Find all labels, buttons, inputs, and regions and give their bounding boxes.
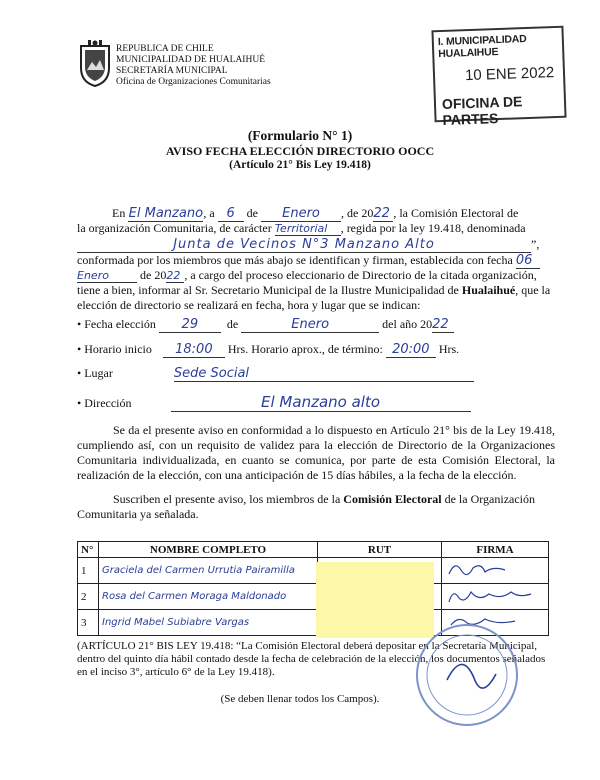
row-number: 3 <box>78 610 99 636</box>
col-name-header: NOMBRE COMPLETO <box>99 542 318 558</box>
row-number: 2 <box>78 584 99 610</box>
municipal-crest-logo <box>78 40 112 88</box>
signature-cell <box>442 558 549 584</box>
election-year-field[interactable]: 22 <box>432 317 454 333</box>
place-field[interactable]: El Manzano <box>128 206 204 221</box>
stamp-date: 10 ENE 2022 <box>464 64 555 85</box>
table-row <box>78 584 549 610</box>
col-number-header: N° <box>78 542 99 558</box>
footer-note: (Se deben llenar todos los Campos). <box>220 693 380 705</box>
member-name: Graciela del Carmen Urrutia Pairamilla <box>99 558 318 584</box>
established-day-field[interactable]: 06 <box>516 253 540 269</box>
election-day-field[interactable]: 29 <box>159 317 221 333</box>
location-row: • Lugar Sede Social <box>77 366 557 382</box>
table-header-row <box>78 542 549 558</box>
start-time-field[interactable]: 18:00 <box>163 342 225 358</box>
member-name: Ingrid Mabel Subiabre Vargas <box>99 610 318 636</box>
para1-line7: elección de directorio se realizará en fecha, hora y lugar que se indican: <box>77 298 421 312</box>
para1-line3: Junta de Vecinos N°3 Manzano Alto ”, <box>77 237 547 253</box>
address-label: Dirección <box>84 396 132 410</box>
signature-cell <box>442 584 549 610</box>
reception-stamp <box>431 26 566 128</box>
header-line: REPUBLICA DE CHILE <box>116 44 214 54</box>
month-field[interactable]: Enero <box>261 206 341 222</box>
year-field[interactable]: 22 <box>373 206 393 222</box>
para1-line5: Enero de 2022 , a cargo del proceso eleccionario de Directorio de la citada organización, <box>77 268 537 282</box>
col-rut-header: RUT <box>318 542 442 558</box>
header-line: Oficina de Organizaciones Comunitarias <box>116 77 271 87</box>
established-year-field[interactable]: 22 <box>166 269 184 283</box>
institution-header <box>116 44 271 88</box>
header-line: MUNICIPALIDAD DE HUALAIHUÉ <box>116 55 265 65</box>
table-row <box>78 558 549 584</box>
character-field[interactable]: Territorial <box>275 222 341 236</box>
stamp-municipality: I. MUNICIPALIDAD HUALAIHUE <box>437 33 527 61</box>
article-note: (ARTÍCULO 21° BIS LEY 19.418: “La Comisión Electoral deberá depositar en la Secretaría Municipal, dentro del quinto día hábil contado desde la fecha de celebración de la elección, los documentos señalados en el inciso 3°, artículo 6° de la Ley 19.418). <box>77 640 555 679</box>
signature-2-graphic <box>445 584 535 606</box>
start-time-label: Horario inicio <box>84 342 152 356</box>
header-line: SECRETARÍA MUNICIPAL <box>116 66 228 76</box>
location-field[interactable]: Sede Social <box>174 366 474 382</box>
signature-1-graphic <box>445 558 525 580</box>
para1-line1: En El Manzano, a 6 de Enero , de 2022 , la Comisión Electoral de <box>112 206 519 221</box>
validity-paragraph: Se da el presente aviso en conformidad a lo dispuesto en Artículo 21° bis de la Ley 19.418, cumpliendo así, con un requisito de validez para la elección de Directorio de la Organizaciones Comunitaria individualizada, en cuanto se comunica, por parte de esta Comisión Electoral, la realización de la elección, con una anticipación de 15 días hábiles, a la fecha de la elección. <box>77 423 555 482</box>
day-field[interactable]: 6 <box>218 206 244 222</box>
page-title: AVISO FECHA ELECCIÓN DIRECTORIO OOCC <box>165 144 435 158</box>
election-month-field[interactable]: Enero <box>241 317 379 333</box>
end-time-field[interactable]: 20:00 <box>386 342 436 358</box>
law-reference: (Artículo 21° Bis Ley 19.418) <box>229 159 371 171</box>
established-month-field[interactable]: Enero <box>77 269 137 283</box>
para1-line4: conformada por los miembros que más abajo se identifican y firman, establecida con fecha 06 <box>77 253 557 269</box>
location-label: Lugar <box>84 366 113 380</box>
organization-name-field[interactable]: Junta de Vecinos N°3 Manzano Alto <box>77 237 531 253</box>
commission-seal <box>412 620 522 730</box>
subscribe-paragraph: Suscriben el presente aviso, los miembros de la Comisión Electoral de la Organización Comunitaria ya señalada. <box>77 492 536 521</box>
row-number: 1 <box>78 558 99 584</box>
stamp-office: OFICINA DE PARTES <box>441 93 523 128</box>
election-date-label: Fecha elección <box>84 317 156 331</box>
election-date-row: • Fecha elección 29 de Enero del año 2022 <box>77 317 557 333</box>
election-time-row: • Horario inicio 18:00 Hrs. Horario aprox., de término: 20:00 Hrs. <box>77 342 460 357</box>
col-signature-header: FIRMA <box>442 542 549 558</box>
para1-line6: tiene a bien, informar al Sr. Secretario Municipal de la Ilustre Municipalidad de Hualaihué, que la <box>77 283 551 297</box>
para1-line2: la organización Comunitaria, de carácter Territorial , regida por la ley 19.418, denominada <box>77 221 526 235</box>
address-row: • Dirección El Manzano alto <box>77 393 557 412</box>
address-field[interactable]: El Manzano alto <box>171 393 471 412</box>
form-number: (Formulario N° 1) <box>247 128 353 143</box>
member-name: Rosa del Carmen Moraga Maldonado <box>99 584 318 610</box>
